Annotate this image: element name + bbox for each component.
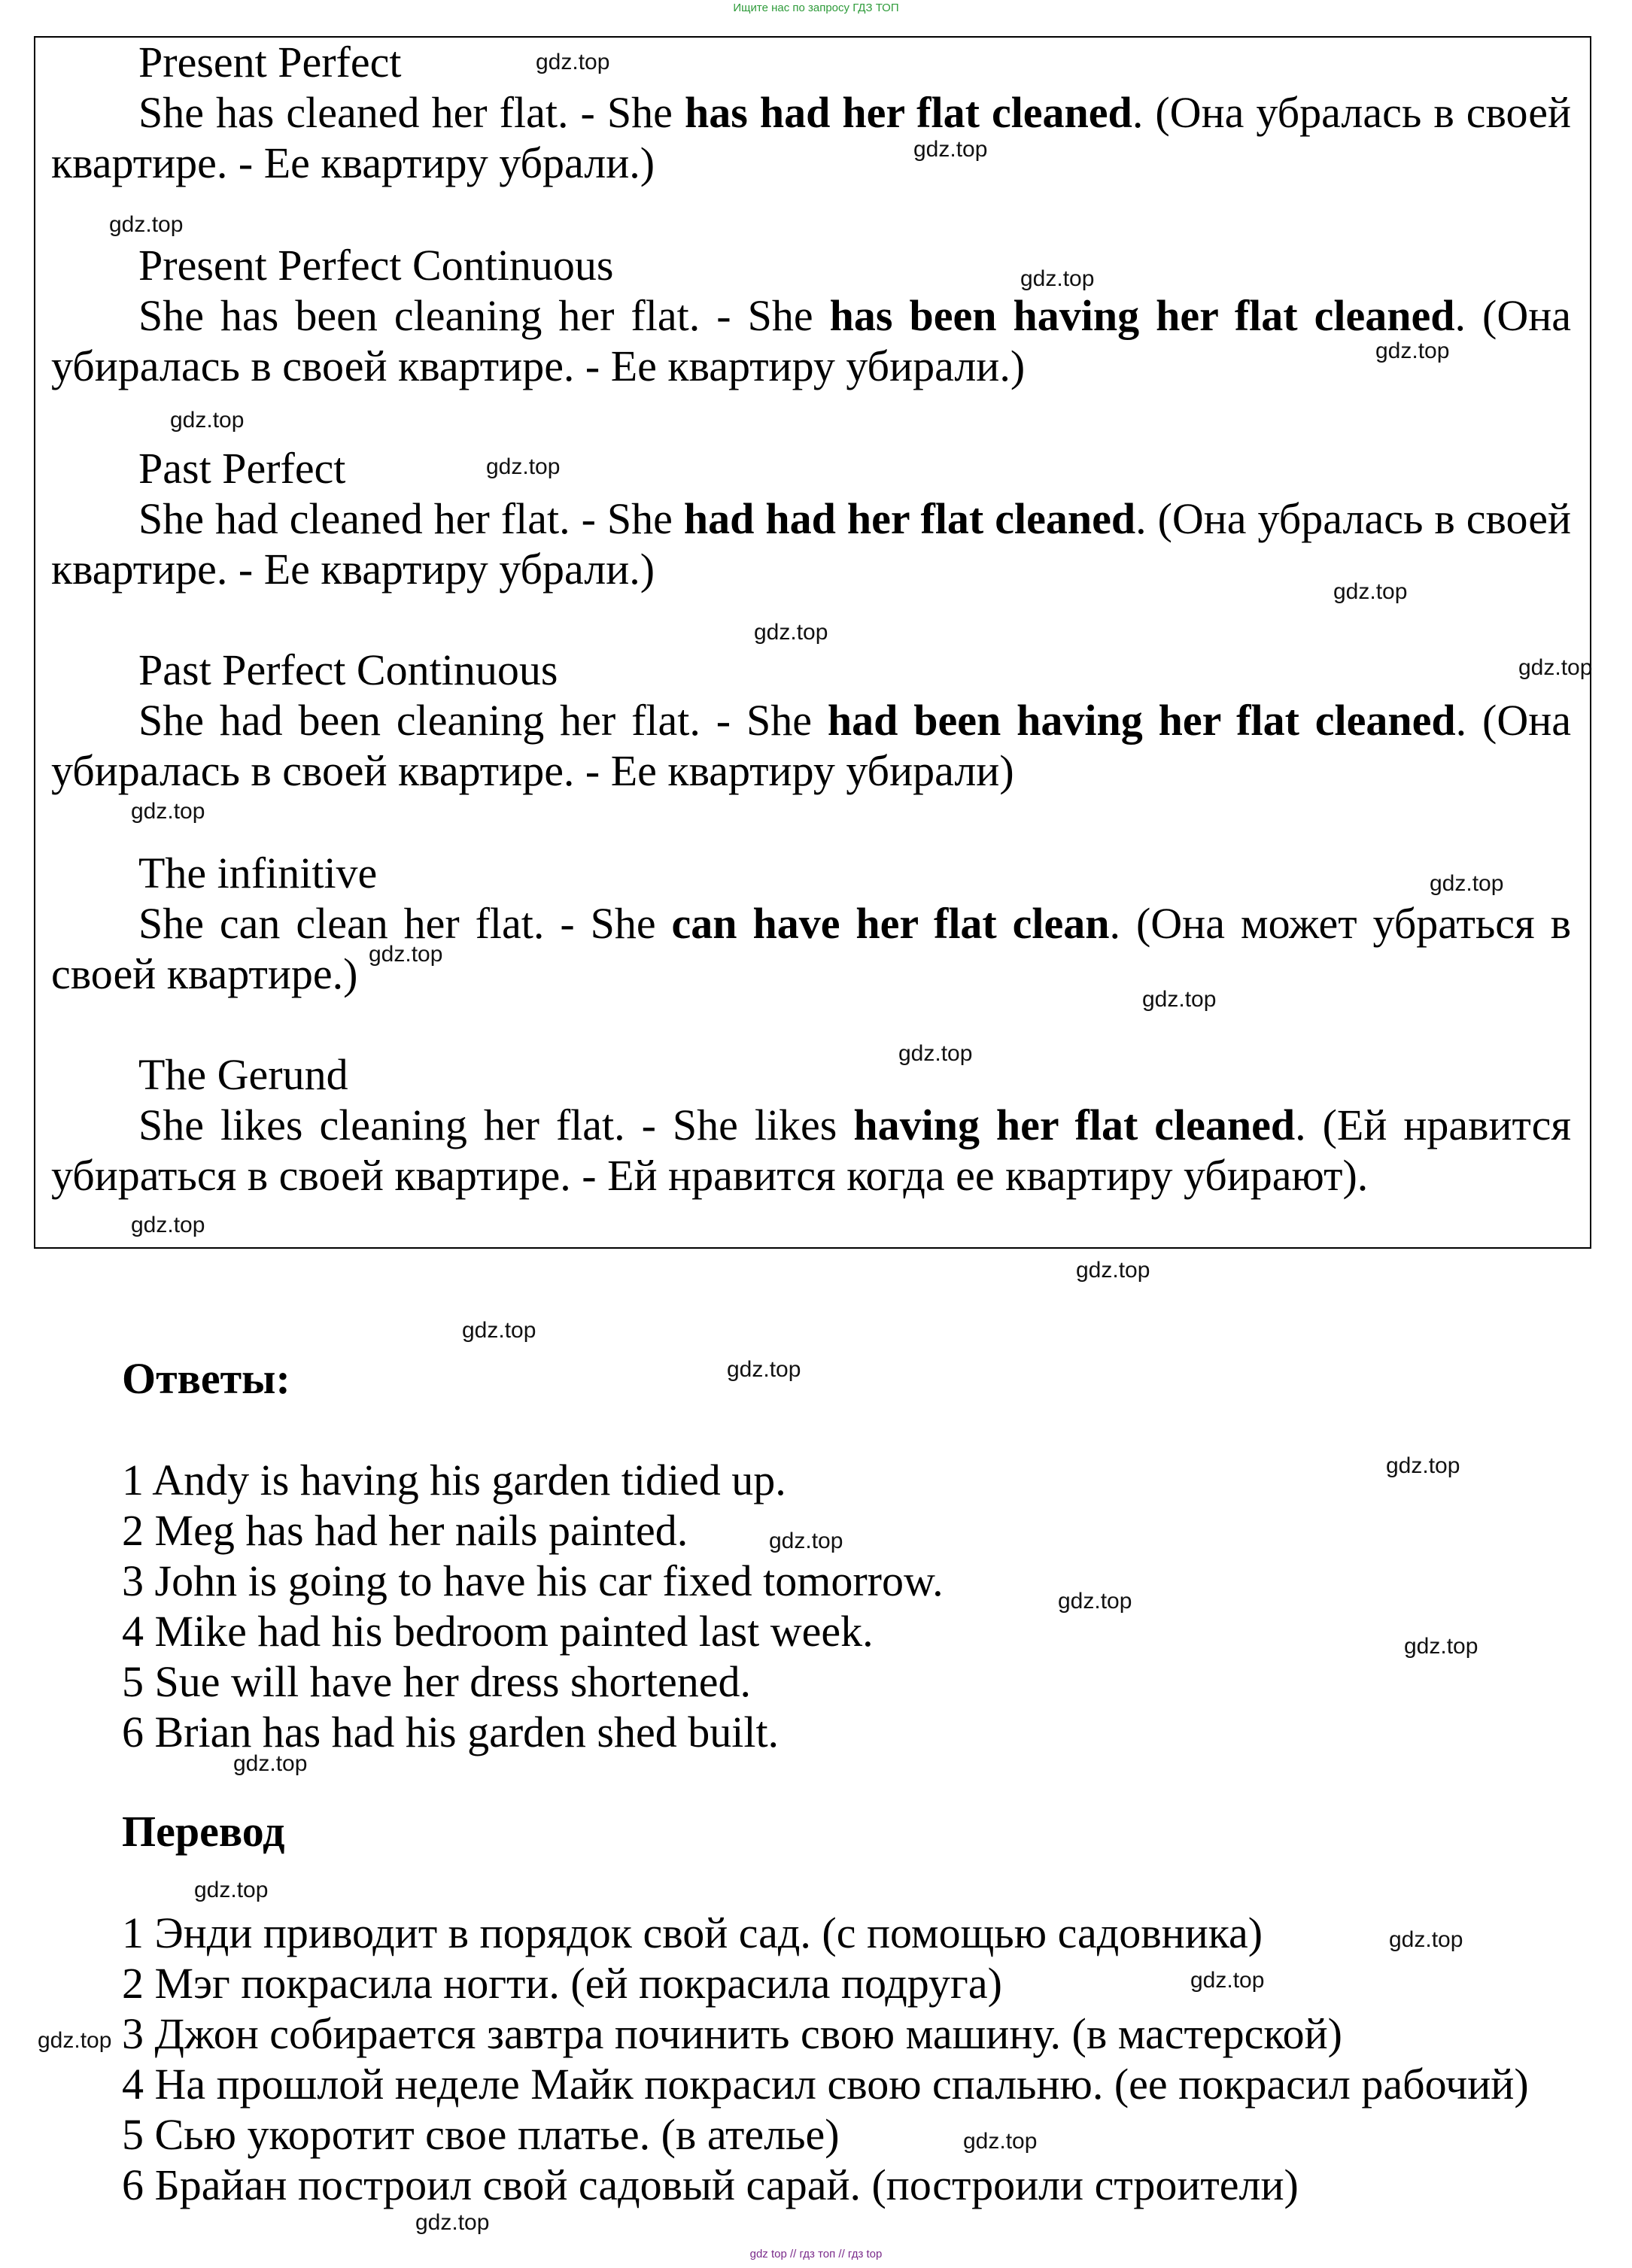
sentence-translation: . (Она может убраться в своей квартире.) [51, 899, 1572, 998]
watermark: gdz.top [898, 1041, 973, 1066]
watermark: gdz.top [38, 2028, 112, 2053]
section-heading: Present Perfect Continuous [138, 241, 614, 290]
watermark: gdz.top [109, 212, 184, 237]
section-past-perfect [51, 444, 1571, 594]
sentence-bold: has been having her flat cleaned [829, 291, 1455, 340]
answer-item: 5 Sue will have her dress shortened. [122, 1657, 751, 1706]
watermark: gdz.top [1518, 655, 1593, 680]
sentence-translation: . (Она убиралась в своей квартире. - Ее квартиру убирали) [51, 696, 1571, 795]
section-infinitive [51, 849, 1571, 999]
watermark: gdz.top [131, 799, 205, 824]
sentence-translation: . (Она убралась в своей квартире. - Ее квартиру убрали.) [51, 494, 1571, 594]
section-heading: The Gerund [138, 1050, 348, 1099]
section-sentence [51, 898, 1571, 999]
section-present-perfect-continuous [51, 241, 1571, 391]
translation-item: 1 Энди приводит в порядок свой сад. (с помощью садовника) [122, 1908, 1263, 1957]
sentence-bold: had had her flat cleaned [683, 494, 1136, 543]
section-past-perfect-continuous [51, 645, 1571, 796]
sentence-text: She had cleaned her flat. - She [138, 494, 684, 543]
answers-title: Ответы: [122, 1354, 290, 1403]
section-heading: Present Perfect [138, 38, 402, 87]
watermark: gdz.top [754, 620, 828, 645]
watermark: gdz.top [1333, 579, 1408, 604]
sentence-text: She has cleaned her flat. - She [138, 88, 685, 137]
section-heading: Past Perfect [138, 444, 346, 493]
answer-item: 6 Brian has had his garden shed built. [122, 1708, 780, 1756]
answers-list [122, 1455, 1619, 1757]
answer-item: 1 Andy is having his garden tidied up. [122, 1456, 786, 1504]
watermark: gdz.top [415, 2210, 490, 2235]
sentence-bold: having her flat cleaned [853, 1101, 1296, 1149]
watermark: gdz.top [963, 2129, 1038, 2154]
translation-item: 4 На прошлой неделе Майк покрасил свою спальню. (ее покрасил рабочий) [122, 2060, 1529, 2109]
watermark: gdz.top [1020, 266, 1095, 291]
sentence-translation: . (Ей нравится убираться в своей квартире. - Ей нравится когда ее квартиру убирают). [51, 1101, 1571, 1200]
translation-title: Перевод [122, 1807, 285, 1856]
sentence-text: She has been cleaning her flat. - She [138, 291, 830, 340]
sentence-bold: can have her flat clean [671, 899, 1110, 948]
watermark: gdz.top [769, 1529, 843, 1553]
watermark: gdz.top [233, 1751, 308, 1776]
watermark: gdz.top [462, 1318, 536, 1343]
translation-item: 6 Брайан построил свой садовый сарай. (построили строители) [122, 2160, 1299, 2209]
sentence-bold: has had her flat cleaned [684, 88, 1132, 137]
section-sentence [51, 87, 1571, 188]
answer-item: 4 Mike had his bedroom painted last week. [122, 1607, 874, 1656]
watermark: gdz.top [1430, 871, 1504, 896]
sentence-translation: . (Она убиралась в своей квартире. - Ее квартиру убирали.) [51, 291, 1571, 390]
watermark: gdz.top [1404, 1634, 1479, 1659]
translation-item: 5 Сью укоротит свое платье. (в ателье) [122, 2110, 840, 2159]
watermark: gdz.top [170, 408, 245, 433]
answer-item: 3 John is going to have his car fixed tomorrow. [122, 1556, 944, 1605]
section-gerund [51, 1050, 1571, 1201]
answer-item: 2 Meg has had her nails painted. [122, 1506, 688, 1555]
section-sentence [51, 1100, 1571, 1201]
top-banner[interactable]: Ищите нас по запросу ГДЗ ТОП [733, 2, 899, 14]
watermark: gdz.top [131, 1213, 205, 1237]
section-sentence [51, 290, 1571, 391]
section-present-perfect [51, 38, 1571, 188]
watermark: gdz.top [913, 137, 988, 162]
translation-list [122, 1908, 1619, 2210]
watermark: gdz.top [536, 50, 610, 74]
watermark: gdz.top [727, 1357, 801, 1382]
watermark: gdz.top [1375, 339, 1450, 363]
section-sentence [51, 695, 1571, 796]
translation-item: 2 Мэг покрасила ногти. (ей покрасила подруга) [122, 1959, 1002, 2008]
watermark: gdz.top [1076, 1258, 1150, 1283]
translation-item: 3 Джон собирается завтра починить свою машину. (в мастерской) [122, 2009, 1342, 2058]
section-heading: The infinitive [138, 849, 378, 897]
sentence-translation: . (Она убралась в своей квартире. - Ее квартиру убрали.) [51, 88, 1571, 187]
watermark: gdz.top [1389, 1927, 1463, 1952]
sentence-text: She had been cleaning her flat. - She [138, 696, 828, 745]
watermark: gdz.top [1058, 1589, 1132, 1614]
watermark: gdz.top [1190, 1968, 1265, 1993]
watermark: gdz.top [486, 454, 561, 479]
watermark: gdz.top [1142, 987, 1217, 1012]
sentence-text: She can clean her flat. - She [138, 899, 672, 948]
watermark: gdz.top [1386, 1453, 1460, 1478]
section-heading: Past Perfect Continuous [138, 645, 558, 694]
sentence-bold: had been having her flat cleaned [827, 696, 1456, 745]
watermark: gdz.top [369, 942, 443, 967]
sentence-text: She likes cleaning her flat. - She likes [138, 1101, 854, 1149]
watermark: gdz.top [194, 1878, 269, 1902]
bottom-footer-links[interactable]: gdz top // гдз топ // гдз top [749, 2248, 883, 2260]
